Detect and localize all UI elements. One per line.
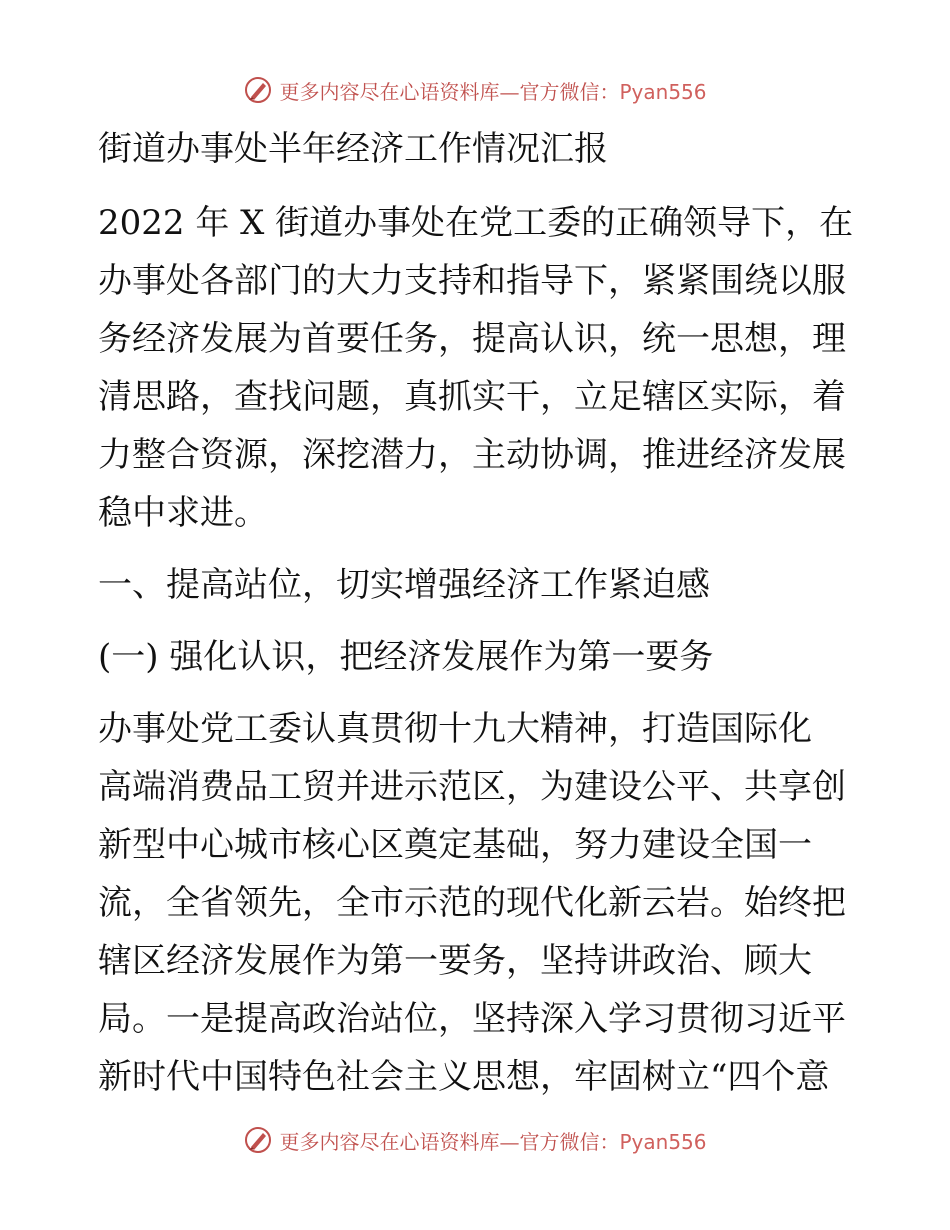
pen-logo-icon	[243, 1125, 273, 1155]
text-line: 流，全省领先，全市示范的现代化新云岩。始终把	[98, 883, 846, 923]
document-title: 街道办事处半年经济工作情况汇报	[98, 129, 608, 169]
watermark-text: 更多内容尽在心语资料库—官方微信：Pyan556	[279, 1129, 707, 1154]
pen-logo-icon	[243, 75, 273, 105]
text-line: 高端消费品工贸并进示范区，为建设公平、共享创	[98, 767, 846, 807]
document-body	[98, 118, 858, 1106]
text-line: 办事处各部门的大力支持和指导下，紧紧围绕以服	[98, 261, 846, 301]
text-line: 务经济发展为首要任务，提高认识，统一思想，理	[98, 319, 846, 359]
paragraph-body	[98, 700, 858, 1106]
text-line: 局。一是提高政治站位，坚持深入学习贯彻习近平	[98, 999, 846, 1039]
text-line: 新时代中国特色社会主义思想，牢固树立“四个意	[98, 1057, 830, 1097]
section-heading: 一、提高站位，切实增强经济工作紧迫感	[98, 565, 710, 605]
watermark-text: 更多内容尽在心语资料库—官方微信：Pyan556	[279, 79, 707, 104]
text-line: 办事处党工委认真贯彻十九大精神，打造国际化	[98, 709, 812, 749]
paragraph-intro	[98, 194, 858, 542]
watermark-top	[0, 70, 950, 110]
text-line: 2022 年 X 街道办事处在党工委的正确领导下，在	[98, 203, 854, 243]
text-line: 新型中心城市核心区奠定基础，努力建设全国一	[98, 825, 812, 865]
text-line: 清思路，查找问题，真抓实干，立足辖区实际，着	[98, 377, 846, 417]
subsection-heading: (一) 强化认识，把经济发展作为第一要务	[98, 637, 714, 677]
text-line: 稳中求进。	[98, 493, 268, 533]
text-line: 力整合资源，深挖潜力，主动协调，推进经济发展	[98, 435, 846, 475]
text-line: 辖区经济发展作为第一要务，坚持讲政治、顾大	[98, 941, 812, 981]
watermark-bottom	[0, 1120, 950, 1160]
